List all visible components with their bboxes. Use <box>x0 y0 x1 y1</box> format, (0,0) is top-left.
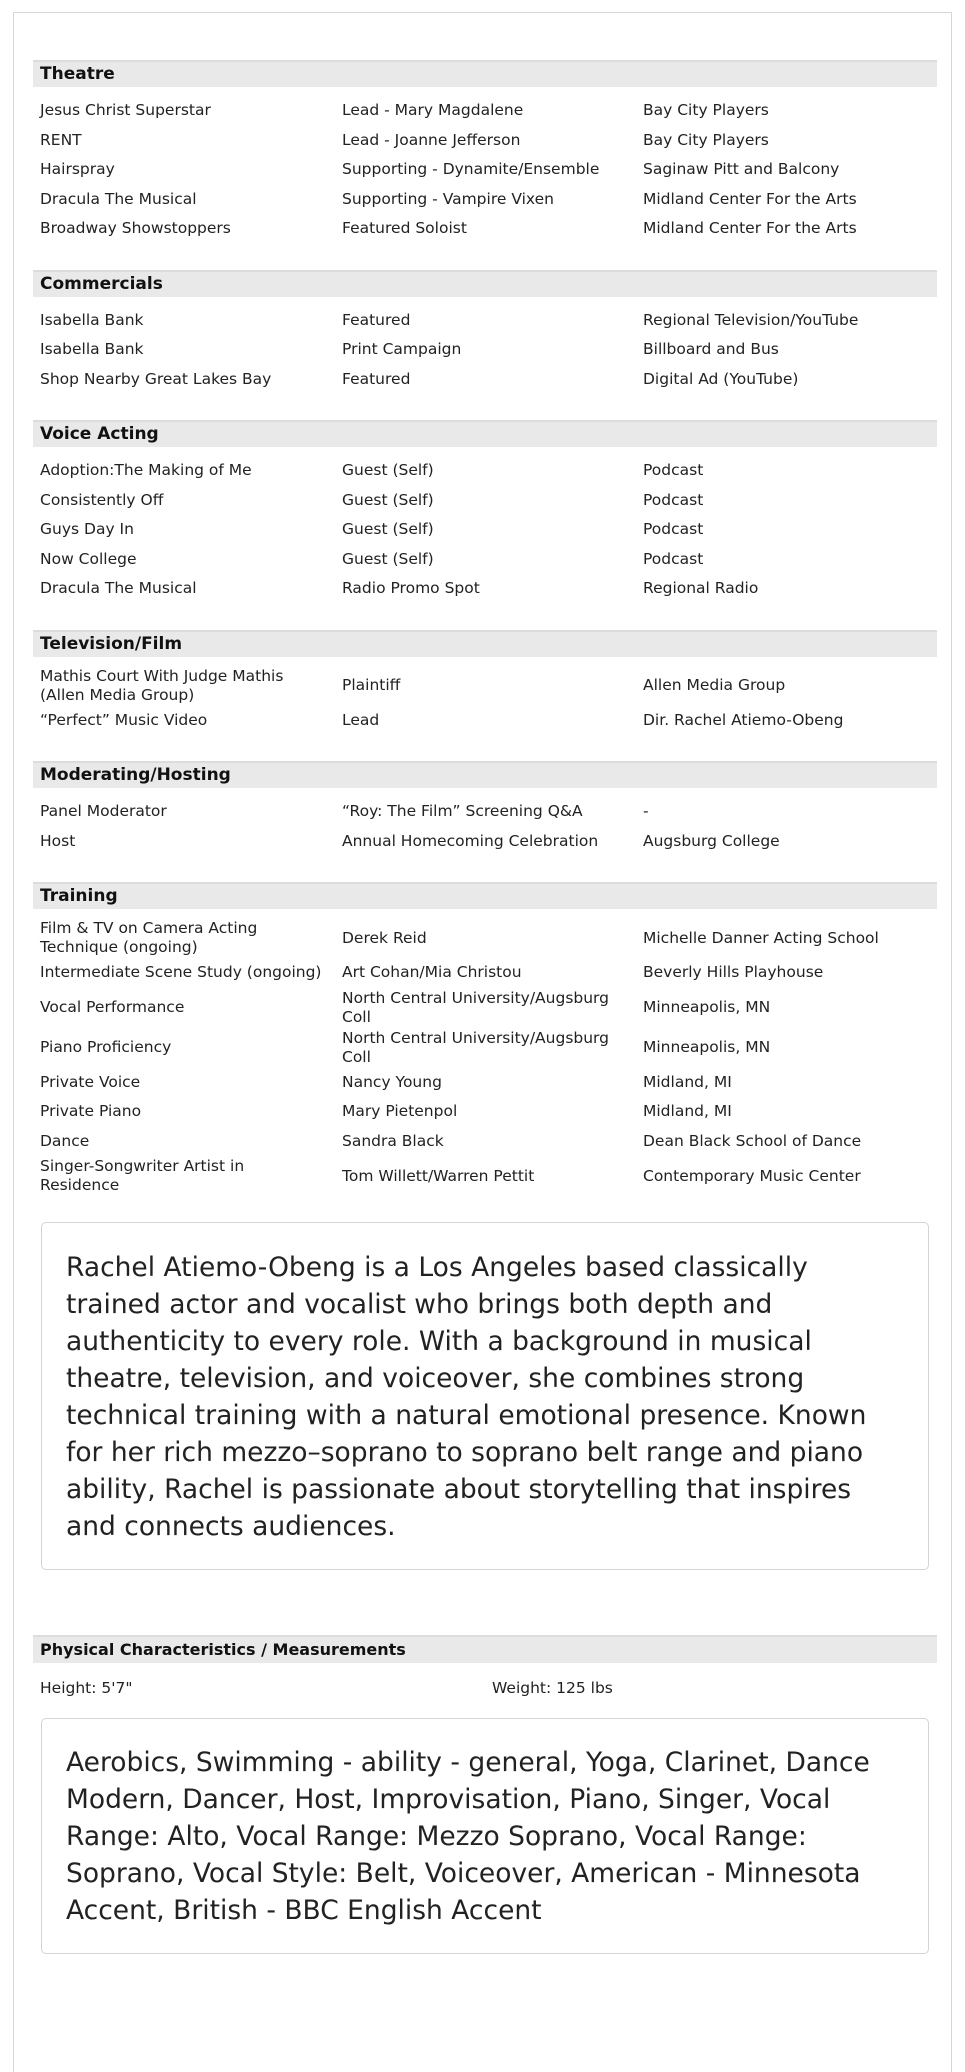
credit-company: Michelle Danner Acting School <box>643 928 879 947</box>
bio-text: Rachel Atiemo-Obeng is a Los Angeles based classically trained actor and vocalist who brings both depth and authenticity to every role. With a background in musical theatre, television, and voiceover, she combines strong technical training with a natural emotional presence. Known for her rich mezzo–soprano to soprano belt range and piano ability, Rachel is passionate about storytelling that inspires and connects audiences. <box>66 1252 867 1542</box>
section-header: Voice Acting <box>33 420 937 447</box>
section-television-film <box>33 630 937 736</box>
credit-company: Midland, MI <box>643 1072 732 1091</box>
credit-title: Isabella Bank <box>40 310 144 329</box>
credit-company: Digital Ad (YouTube) <box>643 369 799 388</box>
section-commercials <box>33 270 937 395</box>
credit-company: Regional Television/YouTube <box>643 310 859 329</box>
physical-row <box>33 1663 937 1713</box>
credit-role: “Roy: The Film” Screening Q&A <box>342 802 583 821</box>
credit-row <box>33 1068 937 1098</box>
credit-role: Mary Pietenpol <box>342 1102 458 1121</box>
credit-company: Midland Center For the Arts <box>643 189 857 208</box>
credit-row <box>33 96 937 126</box>
credit-company: Podcast <box>643 461 704 480</box>
credit-role: Lead - Mary Magdalene <box>342 101 524 120</box>
skills-box <box>41 1718 929 1954</box>
credit-company: Midland, MI <box>643 1102 732 1121</box>
credit-title: Panel Moderator <box>40 802 167 821</box>
credit-company: Augsburg College <box>643 831 780 850</box>
credit-role: Lead - Joanne Jefferson <box>342 130 521 149</box>
credit-title: Jesus Christ Superstar <box>40 101 211 120</box>
credit-title: RENT <box>40 130 82 149</box>
credit-title: Isabella Bank <box>40 340 144 359</box>
credit-title: Dance <box>40 1131 90 1150</box>
credit-row <box>33 1156 937 1196</box>
credit-role: Guest (Self) <box>342 549 434 568</box>
credit-title: Guys Day In <box>40 520 134 539</box>
section-header: Television/Film <box>33 630 937 657</box>
credit-title: Adoption:The Making of Me <box>40 461 252 480</box>
credit-row <box>33 155 937 185</box>
credit-role: Featured <box>342 369 411 388</box>
credit-role: Annual Homecoming Celebration <box>342 831 599 850</box>
credit-row <box>33 1127 937 1157</box>
credits-sections <box>33 60 937 1196</box>
credit-company: Allen Media Group <box>643 676 786 694</box>
credit-company: Minneapolis, MN <box>643 998 771 1016</box>
credit-role: Lead <box>342 710 380 729</box>
credit-role: Plaintiff <box>342 676 401 694</box>
credit-role: Guest (Self) <box>342 490 434 509</box>
credit-role: Tom Willett/Warren Pettit <box>342 1166 535 1185</box>
credit-title: Consistently Off <box>40 490 164 509</box>
credit-row <box>33 306 937 336</box>
credit-company: Bay City Players <box>643 101 769 120</box>
credit-role: Supporting - Dynamite/Ensemble <box>342 160 600 179</box>
credit-title: Singer-Songwriter Artist in Residence <box>40 1157 245 1194</box>
section-header: Training <box>33 882 937 909</box>
credit-row <box>33 486 937 516</box>
credit-row <box>33 126 937 156</box>
section-voice-acting <box>33 420 937 604</box>
height-value: Height: 5'7" <box>40 1679 133 1697</box>
credit-role: Supporting - Vampire Vixen <box>342 189 554 208</box>
credit-role: North Central University/Augsburg Coll <box>342 988 609 1026</box>
credit-company: - <box>643 802 649 821</box>
credit-company: Billboard and Bus <box>643 340 779 359</box>
credit-role: Nancy Young <box>342 1072 442 1091</box>
credit-title: “Perfect” Music Video <box>40 710 208 729</box>
credit-row <box>33 456 937 486</box>
credit-row <box>33 797 937 827</box>
credit-title: Film & TV on Camera Acting Technique (ongoing) <box>40 919 258 956</box>
credit-company: Saginaw Pitt and Balcony <box>643 160 840 179</box>
credit-row <box>33 988 937 1028</box>
bio-box <box>41 1222 929 1570</box>
credit-row <box>33 706 937 736</box>
credit-company: Podcast <box>643 549 704 568</box>
credit-row <box>33 214 937 244</box>
credit-row <box>33 365 937 395</box>
credit-title: Piano Proficiency <box>40 1038 172 1056</box>
credit-row <box>33 574 937 604</box>
section-header: Moderating/Hosting <box>33 761 937 788</box>
credit-role: Featured Soloist <box>342 219 467 238</box>
credit-title: Mathis Court With Judge Mathis (Allen Media Group) <box>40 666 284 704</box>
credit-title: Intermediate Scene Study (ongoing) <box>40 963 322 982</box>
credit-role: Art Cohan/Mia Christou <box>342 963 522 982</box>
physical-section-header: Physical Characteristics / Measurements <box>33 1635 937 1663</box>
credit-row <box>33 335 937 365</box>
credit-role: Featured <box>342 310 411 329</box>
credit-title: Vocal Performance <box>40 998 185 1016</box>
skills-text: Aerobics, Swimming - ability - general, Yoga, Clarinet, Dance Modern, Dancer, Host, Improvisation, Piano, Singer, Vocal Range: Alto, Vocal Range: Mezzo Soprano, Vocal Range: Soprano, Vocal Style: Belt, Voiceover, American - Minnesota Accent, British - BBC English Accent <box>66 1747 870 1926</box>
credit-role: Guest (Self) <box>342 461 434 480</box>
credit-company: Podcast <box>643 520 704 539</box>
credit-row <box>33 918 937 958</box>
credit-company: Dean Black School of Dance <box>643 1131 862 1150</box>
credit-company: Beverly Hills Playhouse <box>643 963 824 982</box>
credit-role: North Central University/Augsburg Coll <box>342 1028 609 1066</box>
credit-company: Dir. Rachel Atiemo-Obeng <box>643 710 844 729</box>
weight-value: Weight: 125 lbs <box>492 1679 613 1697</box>
credit-company: Regional Radio <box>643 579 759 598</box>
section-theatre <box>33 60 937 244</box>
credit-role: Sandra Black <box>342 1131 444 1150</box>
credit-title: Dracula The Musical <box>40 189 197 208</box>
credit-role: Print Campaign <box>342 340 462 359</box>
credit-title: Now College <box>40 549 137 568</box>
credit-row <box>33 1097 937 1127</box>
credit-title: Hairspray <box>40 160 115 179</box>
credit-row <box>33 545 937 575</box>
section-header: Commercials <box>33 270 937 297</box>
credit-company: Bay City Players <box>643 130 769 149</box>
credit-title: Dracula The Musical <box>40 579 197 598</box>
credit-role: Guest (Self) <box>342 520 434 539</box>
section-header: Theatre <box>33 60 937 87</box>
credit-title: Broadway Showstoppers <box>40 219 231 238</box>
credit-company: Podcast <box>643 490 704 509</box>
credit-title: Private Piano <box>40 1102 142 1121</box>
section-training <box>33 882 937 1196</box>
credit-row <box>33 666 937 706</box>
credit-role: Derek Reid <box>342 928 427 947</box>
credit-title: Shop Nearby Great Lakes Bay <box>40 369 272 388</box>
credit-title: Host <box>40 831 76 850</box>
credit-company: Midland Center For the Arts <box>643 219 857 238</box>
credit-row <box>33 515 937 545</box>
credit-row <box>33 185 937 215</box>
credit-company: Minneapolis, MN <box>643 1038 771 1056</box>
credit-row <box>33 827 937 857</box>
credit-row <box>33 1028 937 1068</box>
credit-title: Private Voice <box>40 1072 141 1091</box>
credit-company: Contemporary Music Center <box>643 1166 861 1185</box>
section-moderating-hosting <box>33 761 937 856</box>
credit-role: Radio Promo Spot <box>342 579 480 598</box>
credit-row <box>33 958 937 988</box>
resume-content <box>33 60 937 1954</box>
